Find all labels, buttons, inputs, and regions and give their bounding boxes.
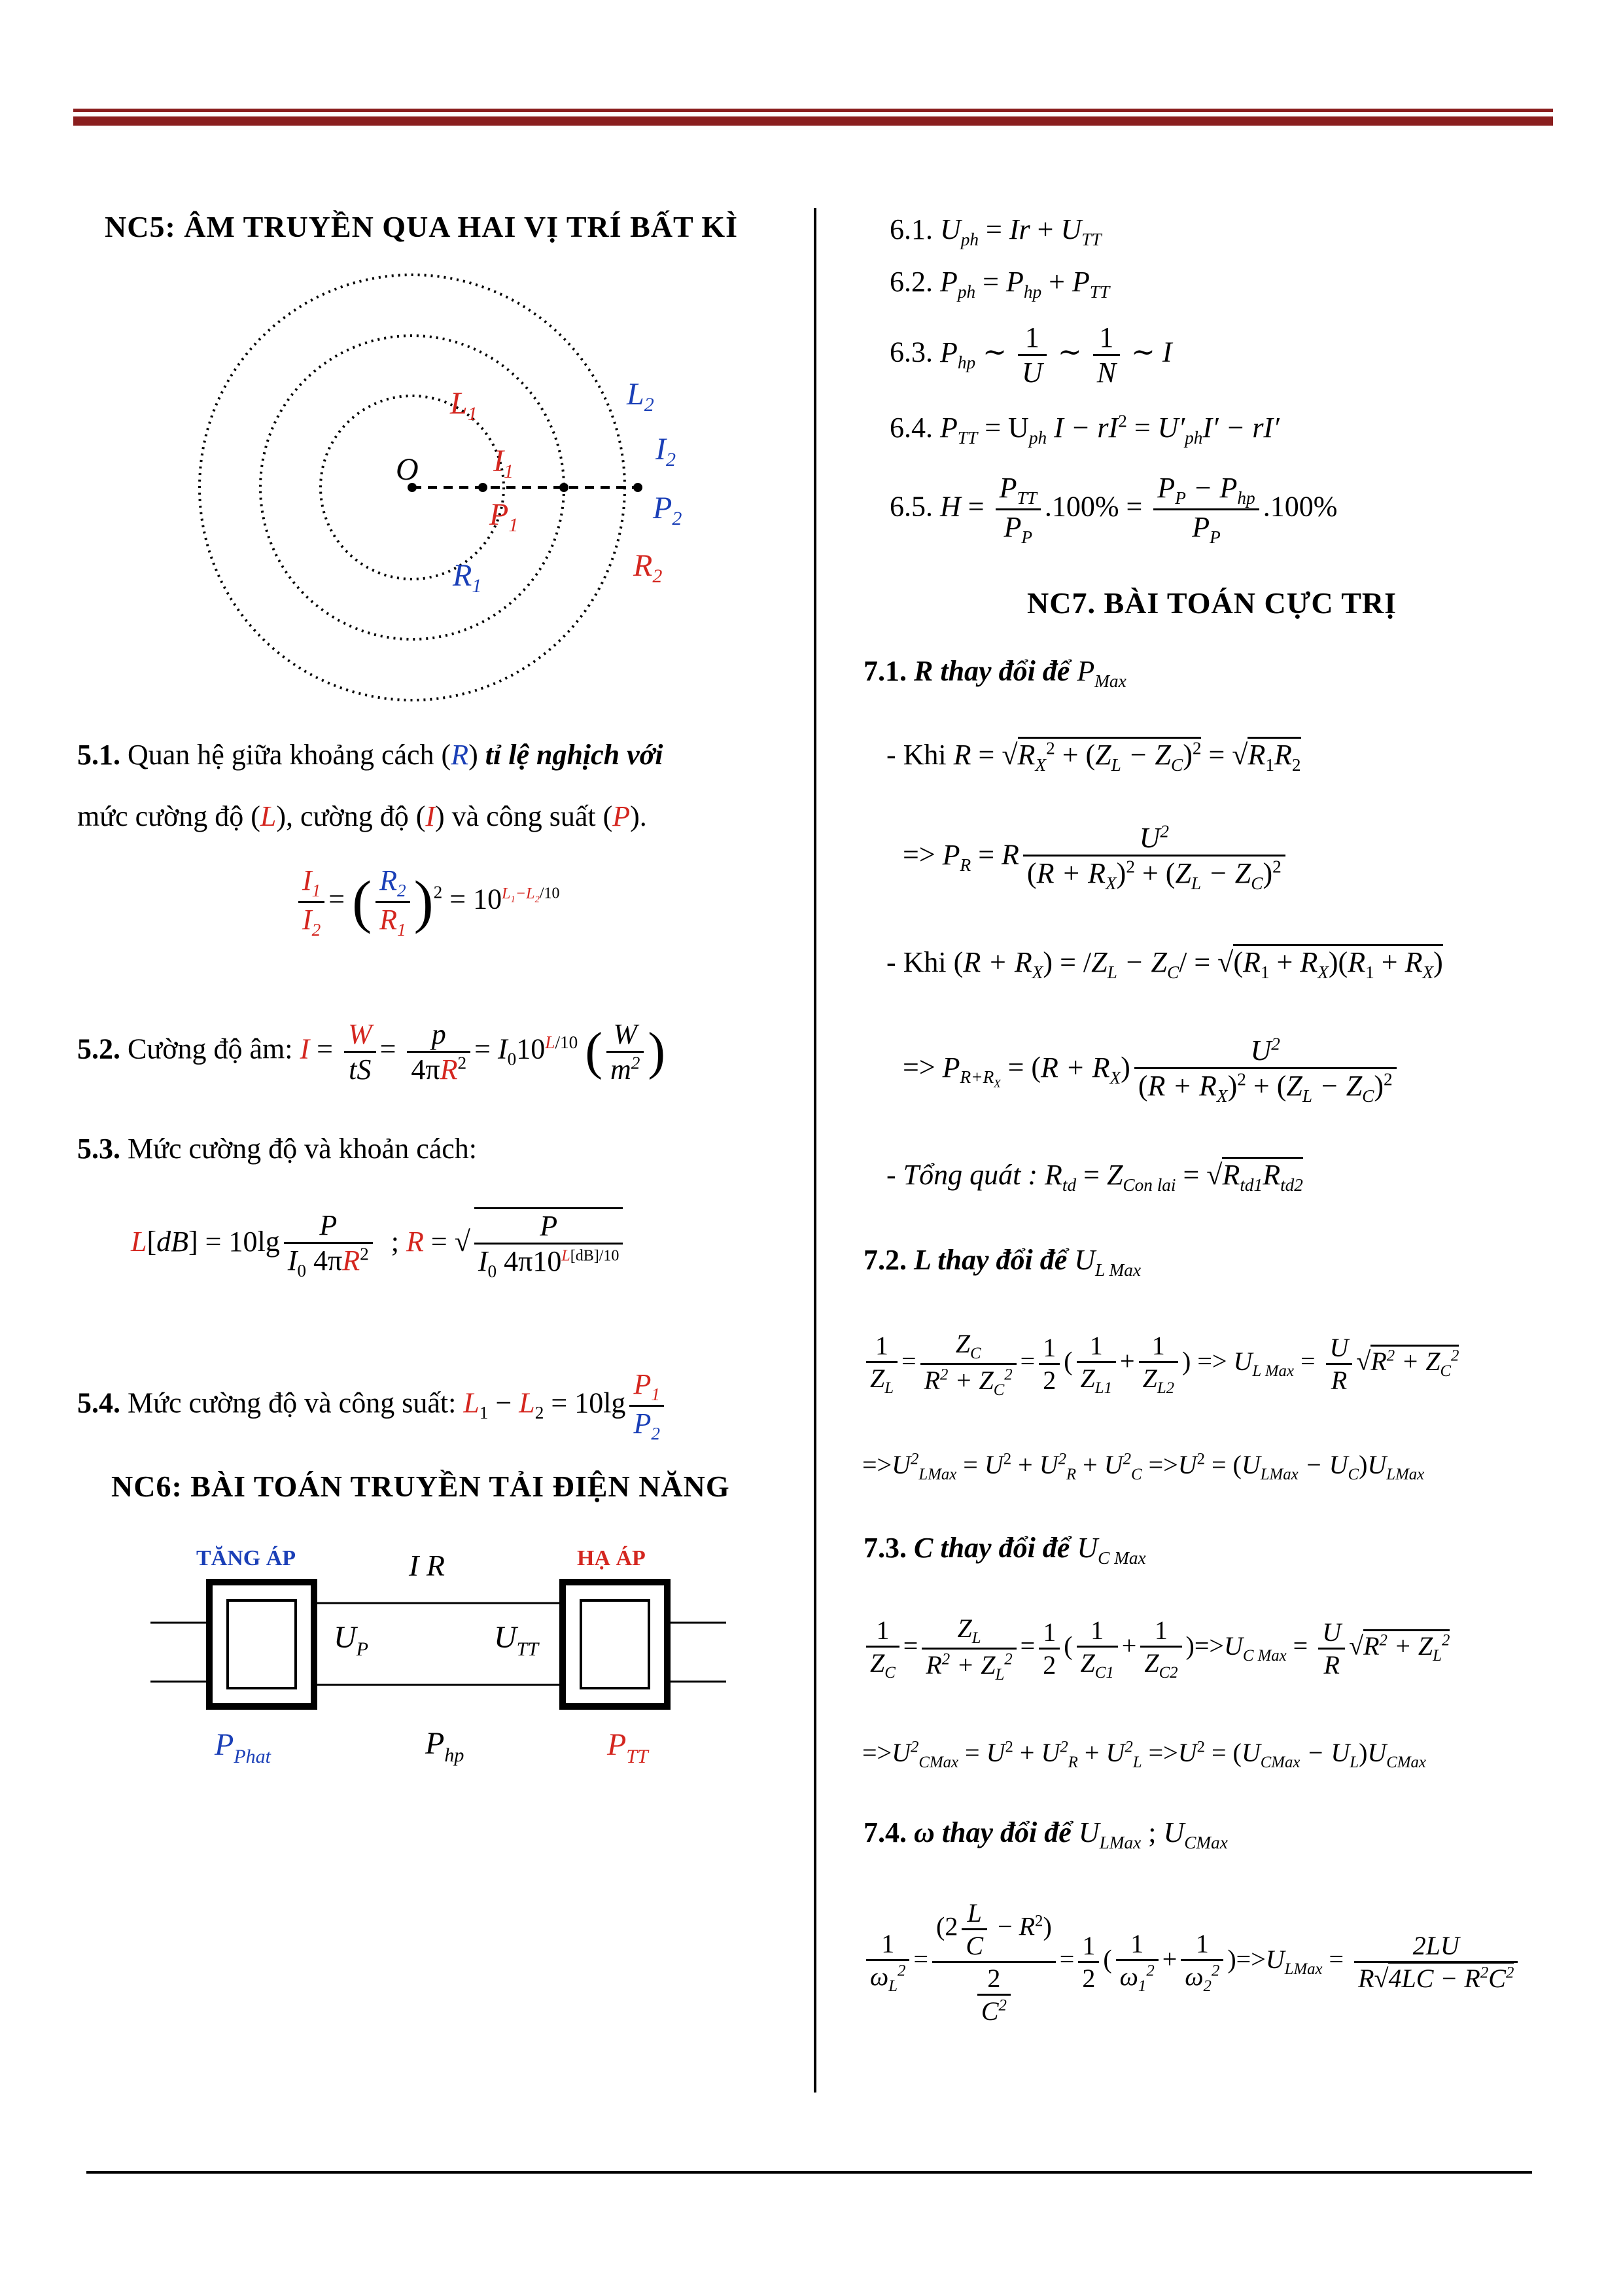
label-Php: $P_{hp}$ — [425, 1726, 464, 1766]
label-P2: $P_2$ — [653, 491, 682, 529]
section-5-1-line2: mức cường độ (L), cường độ (I) và công suất (P). — [77, 800, 647, 832]
label-step-up: TĂNG ÁP — [196, 1546, 296, 1570]
label-UP: $U_P$ — [334, 1620, 368, 1660]
transformer-diagram — [144, 1531, 733, 1806]
section-7-2: 7.2. L thay đổi để $U_{L Max}$ — [864, 1244, 1141, 1280]
label-I2: $I_2$ — [655, 432, 676, 470]
sound-propagation-diagram — [170, 262, 682, 707]
label-I1: $I_1$ — [493, 444, 514, 482]
formula-7-1-e: - Tổng quát : $R_{td} = Z_{Con lai} = √R_{td1}R_{td2}$ — [886, 1158, 1303, 1195]
heading-nc6: NC6: BÀI TOÁN TRUYỀN TẢI ĐIỆN NĂNG — [111, 1470, 730, 1503]
formula-5-1: $\frac{I_1}{I_2}$ = ( $\frac{R_2}{R_1}$ )$^2 = 10^{L_1-L_2/10}$ — [294, 864, 560, 940]
section-5-2: 5.2. Cường độ âm: I = $\frac{W}{tS}$ = $\frac{p}{4\pi R^2}$ = $I_010^{L/10}$ ( $\frac{W}{m^2}$ ) — [77, 1018, 666, 1086]
heading-nc5: NC5: ÂM TRUYỀN QUA HAI VỊ TRÍ BẤT KÌ — [105, 210, 739, 243]
label-Pphat: $P_{Phat}$ — [215, 1727, 271, 1767]
header-rule — [73, 116, 1553, 126]
point-3 — [633, 483, 642, 492]
header-rule-thin — [73, 109, 1553, 112]
formula-7-3-a: $\frac{1}{Z_C}$ = $\frac{Z_L}{R^2 + Z_L^2}$ = $\frac{1}{2}$ ( $\frac{1}{Z_{C1}}$ + $\frac{1}{Z_{C2}}$ )$=>U_{C Max}$ = $\frac{U}{R}$ $√R^2 + Z_L^2$ — [862, 1613, 1450, 1684]
point-1 — [478, 483, 487, 492]
section-7-3: 7.3. C thay đổi để $U_{C Max}$ — [864, 1532, 1146, 1568]
formula-6-5: 6.5. H = $\frac{P_{TT}}{P_P}$ .100% = $\frac{P_P - P_{hp}}{P_P}$ .100% — [890, 472, 1338, 547]
section-5-1: 5.1. Quan hệ giữa khoảng cách (R) tỉ lệ nghịch với — [77, 739, 663, 771]
label-L2: $L_2$ — [627, 377, 654, 415]
formula-7-2-b: $=>U^2_{LMax} = U^2 + U^2_R + U^2_C =>U^2 = (U_{LMax} - U_C)U_{LMax}$ — [862, 1450, 1425, 1483]
formula-7-4: $\frac{1}{\omega_L^2}$ = (2 $\frac{L}{C}$ − $R^2$) $\frac{2}{C^2}$ = $\frac{1}{2}$ ( $\frac{1}{\omega_1^2}$ + $\frac{1}{\omega_2^2}$ )$=>U_{LMax}$ = $\frac{2LU}{R√4LC - R^2C^2}$ — [862, 1898, 1522, 2026]
footer-rule — [86, 2171, 1532, 2174]
heading-nc7: NC7. BÀI TOÁN CỰC TRỊ — [1027, 586, 1397, 620]
label-R1: $R_1$ — [453, 558, 482, 597]
formula-7-1-d: => $P_{R+R_X} = (R + R_X)$ $\frac{U^2}{(R + R_X)^2 + (Z_L - Z_C)^2}$ — [903, 1034, 1401, 1106]
label-R2: $R_2$ — [633, 548, 663, 587]
formula-6-1: 6.1. $U_{ph} = Ir + U_{TT}$ — [890, 213, 1102, 249]
transformer-left-window — [228, 1600, 296, 1688]
label-P1: $P_1$ — [489, 497, 519, 536]
column-divider — [814, 208, 816, 2093]
formula-7-3-b: $=>U^2_{CMax} = U^2 + U^2_R + U^2_L =>U^2 = (U_{CMax} - U_L)U_{CMax}$ — [862, 1738, 1426, 1771]
section-7-1: 7.1. R thay đổi để $P_{Max}$ — [864, 655, 1126, 691]
transformer-right-window — [581, 1600, 649, 1688]
label-O: O — [396, 452, 419, 487]
label-I-R: I R — [409, 1549, 445, 1582]
formula-7-2-a: $\frac{1}{Z_L}$ = $\frac{Z_C}{R^2 + Z_C^2}$ = $\frac{1}{2}$ ( $\frac{1}{Z_{L1}}$ + $\frac{1}{Z_{L2}}$ ) => $U_{L Max}$ = $\frac{U}{R}$ $√R^2 + Z_C^2$ — [862, 1328, 1459, 1400]
formula-6-4: 6.4. $P_{TT} = U_{ph}$ $I - rI^2 = U'_{ph}I' - rI'$ — [890, 411, 1280, 448]
formula-6-3: 6.3. $P_{hp}$ ∼ $\frac{1}{U}$ ∼ $\frac{1}{N}$ ∼ I — [890, 321, 1172, 389]
label-step-down: HẠ ÁP — [577, 1546, 646, 1570]
point-2 — [559, 483, 568, 492]
formula-7-1-a: - Khi $R = √R_X^2 + (Z_L - Z_C)^2 = √R_1R_2$ — [886, 738, 1301, 775]
formula-5-3: L[dB] = 10lg $\frac{P}{I_0 4\pi R^2}$ ; R = √ $\frac{P}{I_0 4\pi 10^{L[dB]/10}}$ — [131, 1207, 627, 1282]
formula-6-2: 6.2. $P_{ph} = P_{hp} + P_{TT}$ — [890, 266, 1110, 302]
section-5-3: 5.3. Mức cường độ và khoản cách: — [77, 1133, 478, 1165]
label-PTT: $P_{TT}$ — [607, 1727, 648, 1767]
label-UTT: $U_{TT}$ — [494, 1620, 539, 1660]
formula-7-1-b: => $P_R = R$ $\frac{U^2}{(R + R_X)^2 + (Z_L - Z_C)^2}$ — [903, 821, 1289, 894]
section-7-4: 7.4. ω thay đổi để $U_{LMax}$ ; $U_{CMax}$ — [864, 1816, 1228, 1852]
formula-7-1-c: - Khi $(R + R_X) = /Z_L - Z_C/ = √(R_1 + R_X)(R_1 + R_X)$ — [886, 945, 1443, 983]
label-L1: $L_1$ — [450, 386, 478, 425]
section-5-4: 5.4. Mức cường độ và công suất: $L_1 - L_2 = 10\lg$ $\frac{P_1}{P_2}$ — [77, 1368, 668, 1444]
